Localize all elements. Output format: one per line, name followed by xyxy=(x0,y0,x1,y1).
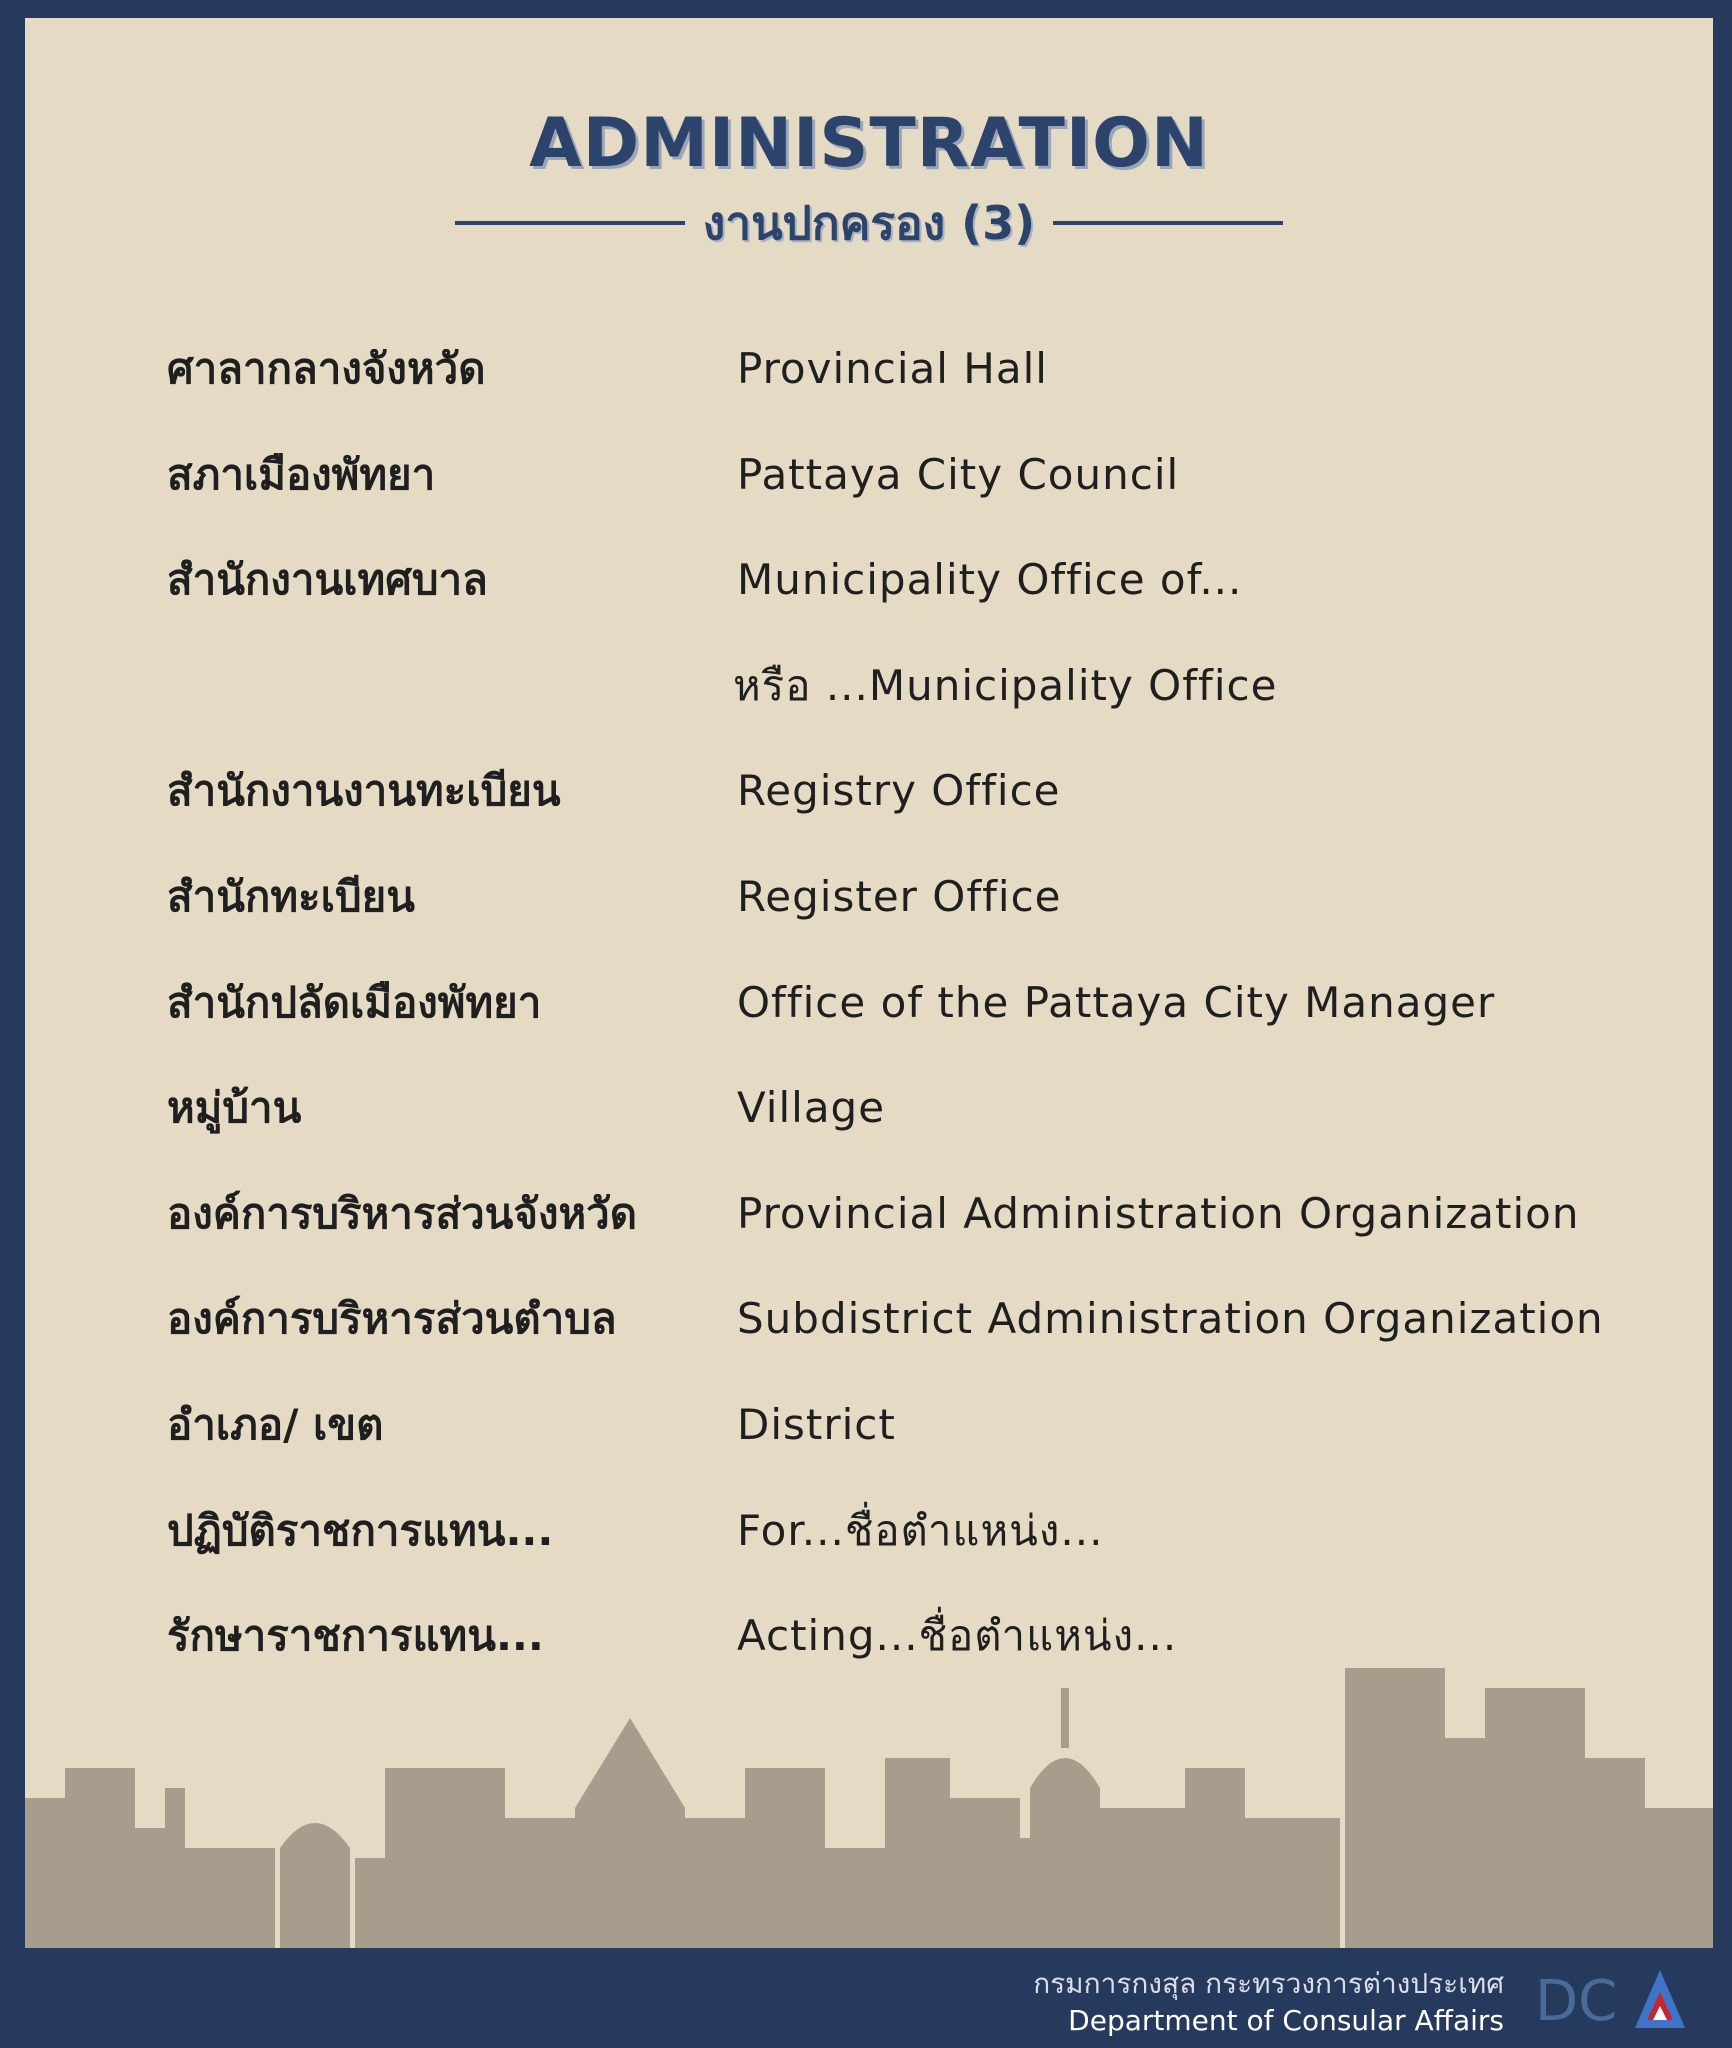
term-thai: สำนักปลัดเมืองพัทยา xyxy=(167,977,542,1027)
term-english: Register Office xyxy=(737,871,1062,921)
term-row xyxy=(167,864,1667,970)
term-row xyxy=(167,758,1667,864)
logo-text: DC xyxy=(1535,1969,1618,2034)
term-thai: หมู่บ้าน xyxy=(167,1083,302,1133)
subtitle-right-rule xyxy=(1053,221,1283,225)
page-title: ADMINISTRATION xyxy=(529,104,1209,183)
dca-logo-icon xyxy=(1535,1958,1695,2038)
content-panel xyxy=(25,18,1713,1948)
subtitle-left-rule xyxy=(455,221,685,225)
term-row xyxy=(167,1286,1667,1392)
term-list xyxy=(167,336,1667,1709)
footer-org-english: Department of Consular Affairs xyxy=(1068,2004,1504,2037)
term-thai: สำนักงานเทศบาล xyxy=(167,555,488,605)
term-row xyxy=(167,1498,1667,1604)
term-row xyxy=(167,1181,1667,1287)
term-thai: องค์การบริหารส่วนจังหวัด xyxy=(167,1188,638,1238)
term-row xyxy=(167,653,1667,759)
term-english: Subdistrict Administration Organization xyxy=(737,1294,1604,1344)
term-thai: อำเภอ/ เขต xyxy=(167,1399,384,1449)
term-english: Village xyxy=(737,1083,886,1133)
term-thai: องค์การบริหารส่วนตำบล xyxy=(167,1294,617,1344)
term-row xyxy=(167,336,1667,442)
term-english: Acting...ชื่อตำแหน่ง... xyxy=(737,1611,1178,1661)
term-english: Registry Office xyxy=(737,766,1061,816)
term-english: Provincial Administration Organization xyxy=(737,1188,1580,1238)
footer-org-thai: กรมการกงสุล กระทรวงการต่างประเทศ xyxy=(1033,1967,1504,2000)
term-english: District xyxy=(737,1399,896,1449)
term-thai: สำนักงานงานทะเบียน xyxy=(167,766,561,816)
term-row xyxy=(167,442,1667,548)
term-thai: สภาเมืองพัทยา xyxy=(167,449,436,499)
term-english: Municipality Office of... xyxy=(737,555,1243,605)
term-row xyxy=(167,970,1667,1076)
city-skyline-illustration xyxy=(25,1648,1713,1948)
subtitle-row xyxy=(25,188,1713,258)
term-row xyxy=(167,1075,1667,1181)
page-subtitle: งานปกครอง (3) xyxy=(702,195,1036,250)
term-thai: ปฏิบัติราชการแทน... xyxy=(167,1505,554,1555)
term-english: For...ชื่อตำแหน่ง... xyxy=(737,1505,1104,1555)
term-thai: สำนักทะเบียน xyxy=(167,871,415,921)
term-row xyxy=(167,547,1667,653)
term-english: Provincial Hall xyxy=(737,344,1048,393)
term-english: Office of the Pattaya City Manager xyxy=(737,977,1496,1027)
term-row xyxy=(167,1392,1667,1498)
term-thai: ศาลากลางจังหวัด xyxy=(167,344,486,393)
term-thai: รักษาราชการแทน... xyxy=(167,1611,544,1661)
term-english: หรือ ...Municipality Office xyxy=(733,660,1278,710)
term-english: Pattaya City Council xyxy=(737,449,1180,499)
